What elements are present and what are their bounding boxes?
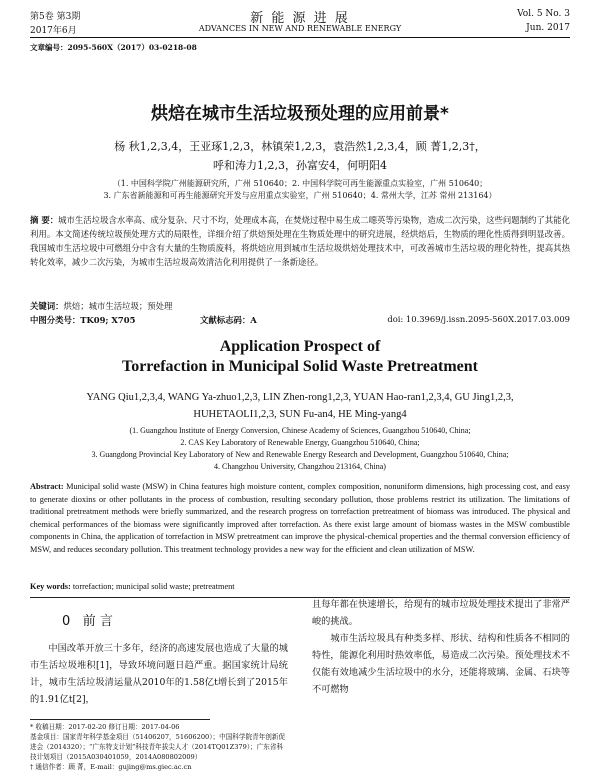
authors-cn-line2: 呼和涛力1,2,3，孙富安4，何明阳4 [213, 159, 387, 172]
affil-en-line4: 4. Changzhou University, Changzhou 213164, China) [214, 462, 386, 471]
keywords-en [30, 582, 235, 591]
footnote-received: * 收稿日期：2017-02-20 修订日期：2017-04-06 [30, 723, 180, 731]
authors-en-line2: HUHETAOLI1,2,3, SUN Fu-an4, HE Ming-yang4 [193, 409, 407, 420]
journal-en: ADVANCES IN NEW AND RENEWABLE ENERGY [198, 24, 402, 33]
footnote-rule [30, 719, 210, 720]
keywords-en-text: torrefaction; municipal solid waste; pretreatment [72, 582, 235, 591]
keywords-cn [30, 300, 172, 312]
document-code: 文献标志码：A [200, 315, 257, 325]
date-en: Jun. 2017 [526, 23, 570, 33]
affil-cn-line1: （1. 中国科学院广州能源研究所，广州 510640；2. 中国科学院可再生能源重点实验室，广州 510640； [112, 179, 488, 188]
footnote-fund: 基金项目：国家青年科学基金项目（51406207，51606200）；中国科学院青年创新促进会（2014320）；“广东特支计划”科技青年拔尖人才（2014TQ01Z379）；广东省科技计划项目（2015A030401059，2014A080802009） [30, 733, 286, 761]
footnote-corresponding: † 通信作者：顾 菁，E-mail：gujing@ms.giec.ac.cn [30, 763, 192, 771]
title-en-line1: Application Prospect of [219, 338, 381, 355]
section-heading [62, 610, 113, 629]
abstract-cn [30, 213, 570, 269]
body-left-column: 中国改革开放三十多年，经济的高速发展也造成了大量的城市生活垃圾堆积[1]，导致环境问题日趋严重。据国家统计局统计，城市生活垃圾清运量从2010年的1.58亿t增长到了2015年的1.91亿t[2]， [30, 643, 288, 705]
affil-en-line3: 3. Guangdong Provincial Key Laboratory of New and Renewable Energy Research and Development, Guangzhou 510640, China; [91, 450, 509, 459]
body-right-column [312, 596, 570, 698]
article-number: 文章编号：2095-560X（2017）03-0218-08 [30, 43, 197, 52]
keywords-en-label: Key words: [30, 582, 71, 591]
journal-cn: 新 能 源 进 展 [250, 11, 350, 26]
keywords-cn-label: 关键词： [30, 301, 64, 311]
keywords-cn-text: 烘焙；城市生活垃圾；预处理 [63, 301, 173, 311]
authors-en-line1: YANG Qiu1,2,3,4, WANG Ya-zhuo1,2,3, LIN Zhen-rong1,2,3, YUAN Hao-ran1,2,3,4, GU Jing1,2,3, [86, 392, 514, 403]
footnotes [30, 722, 288, 772]
body-right-paragraph-1: 且每年都在快速增长，给现有的城市垃圾处理技术提出了非常严峻的挑战。 [312, 599, 570, 627]
section-title: 前 言 [82, 614, 113, 629]
abstract-en-label: Abstract: [30, 482, 64, 491]
abstract-en-text: Municipal solid waste (MSW) in China features high moisture content, complex composition, nonuniform dimensions, high processing cost, and easy to generate dioxins or other pollutants in the process of combustion, resulting secondary pollution, those problems restrict its utilization. The limitations of traditional pretreatment methods were briefly summarized, and the research progress on torrefaction pretreatment of biomass was introduced. The physical and chemical performances of the biomass were significantly improved after torrefaction. As there exist large amount of biomass wastes in the MSW combustible components in China, the application of torrefaction in MSW pretreatment can improve the physical-chemical properties and the thermal conversion efficiency of MSW, and reduces secondary pollution. This treatment technology provides a new way for the efficient and clean utilization of MSW. [30, 482, 570, 554]
affil-cn-line2: 3. 广东省新能源和可再生能源研究开发与应用重点实验室，广州 510640；4. 常州大学，江苏 常州 213164） [103, 191, 497, 200]
volume-en: Vol. 5 No. 3 [517, 9, 570, 19]
body-right-paragraph-2: 城市生活垃圾具有种类多样、形状、结构和性质各不相同的特性，能源化利用时热效率低，易造成二次污染。预处理技术不仅能有效地减少生活垃圾中的水分，还能将玻璃、金属、石块等不可燃物 [312, 633, 570, 695]
abstract-cn-text: 城市生活垃圾含水率高、成分复杂、尺寸不均，处理成本高，在焚烧过程中易生成二噁英等污染物，造成二次污染，这些问题制约了其能化利用。本文简述传统垃圾预处理方式的局限性，详细介绍了烘焙预处理在生物质处理中的研究进展，经烘焙后，生物质的理化性质得到明显改善。我国城市生活垃圾中可燃组分中含有大量的生物质废料，将烘焙应用到城市生活垃圾烘焙处理技术中，可改善城市生活垃圾的理化特性，提高其热转化效率，减少二次污染，为城市生活垃圾高效清洁化利用提供了一条新途径。 [30, 215, 570, 267]
title-cn: 烘焙在城市生活垃圾预处理的应用前景* [151, 104, 449, 124]
section-number: 0 [62, 614, 71, 629]
authors-cn-line1: 杨 秋1,2,3,4，王亚琢1,2,3，林镇荣1,2,3，袁浩然1,2,3,4，顾 菁1,2,3†， [114, 140, 486, 153]
issue-cn: 第5卷 第3期 [30, 12, 81, 22]
abstract-en [30, 481, 570, 556]
title-en-line2: Torrefaction in Municipal Solid Waste Pretreatment [122, 358, 478, 375]
affil-en-line2: 2. CAS Key Laboratory of Renewable Energy, Guangzhou 510640, China; [180, 438, 420, 447]
date-cn: 2017年6月 [30, 26, 77, 36]
doi: doi: 10.3969/j.issn.2095-560X.2017.03.009 [387, 314, 570, 324]
affil-en-line1: (1. Guangzhou Institute of Energy Conversion, Chinese Academy of Sciences, Guangzhou 510640, China; [129, 426, 471, 435]
clc-number: 中图分类号：TK09; X705 [30, 315, 136, 325]
abstract-cn-label: 摘 要： [30, 215, 59, 225]
header-rule [30, 37, 570, 38]
